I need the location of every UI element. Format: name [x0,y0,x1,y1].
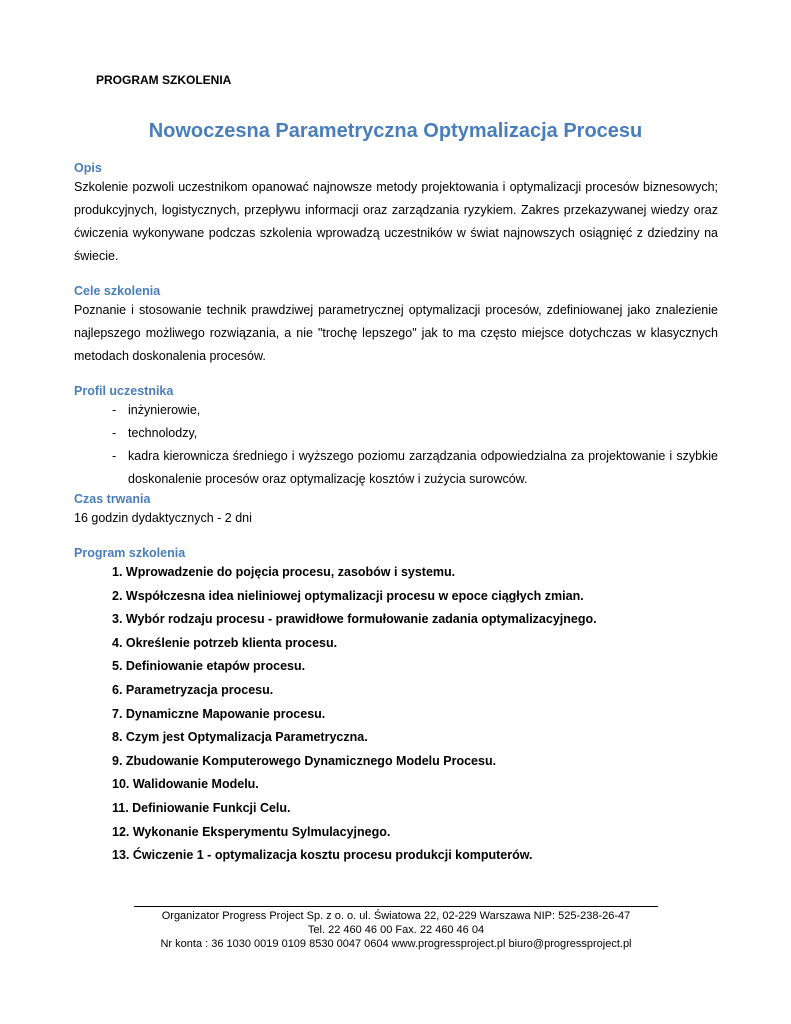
list-item: 7. Dynamiczne Mapowanie procesu. [112,706,326,721]
section-profil [74,383,718,491]
section-program [74,545,718,868]
list-item: 4. Określenie potrzeb klienta procesu. [112,635,338,650]
section-heading-opis: Opis [74,161,102,175]
footer-line-account: Nr konta : 36 1030 0019 0109 8530 0047 0604 www.progressproject.pl biuro@progressproject.pl [160,938,632,950]
list-item: 9. Zbudowanie Komputerowego Dynamicznego Modelu Procesu. [112,753,497,768]
profil-list [74,399,718,491]
section-heading-cele: Cele szkolenia [74,284,161,298]
section-heading-czas: Czas trwania [74,492,151,506]
document-body [74,160,718,868]
footer-line-address: Organizator Progress Project Sp. z o. o. ul. Światowa 22, 02-229 Warszawa NIP: 525-238-26-47 [161,910,631,922]
document-footer [134,906,658,951]
list-item: 2. Współczesna idea nieliniowej optymalizacji procesu w epoce ciągłych zmian. [112,588,584,603]
list-item: 5. Definiowanie etapów procesu. [112,659,306,674]
list-item: - technolodzy, [112,426,198,440]
section-heading-profil: Profil uczestnika [74,384,174,398]
program-list [74,561,718,868]
list-item: - kadra kierownicza średniego i wyższego poziomu zarządzania odpowiedzialna za projektowanie i szybkie doskonalenie procesów oraz optymalizację kosztów i zużycia surowców. [112,449,718,486]
section-text-cele: Poznanie i stosowanie technik prawdziwej parametrycznej optymalizacji procesów, zdefiniowanej jako znalezienie najlepszego możliwego rozwiązania, a nie "trochę lepszego" jak to ma często miejsce dotychczas w klasycznych metodach doskonalenia procesów. [74,303,718,363]
footer-line-phone: Tel. 22 460 46 00 Fax. 22 460 46 04 [307,924,485,936]
list-item: 12. Wykonanie Eksperymentu Sylmulacyjnego. [112,824,391,839]
list-item: 8. Czym jest Optymalizacja Parametryczna. [112,730,368,745]
list-item: 3. Wybór rodzaju procesu - prawidłowe formułowanie zadania optymalizacyjnego. [112,612,597,627]
list-item: 13. Ćwiczenie 1 - optymalizacja kosztu procesu produkcji komputerów. [112,848,533,863]
list-item: - inżynierowie, [112,403,201,417]
document-title: Nowoczesna Parametryczna Optymalizacja Procesu [148,120,643,142]
section-heading-program: Program szkolenia [74,546,186,560]
list-item: 10. Walidowanie Modelu. [112,777,259,792]
section-opis [74,160,718,268]
document-header-label: PROGRAM SZKOLENIA [96,73,232,87]
section-czas [74,491,718,530]
section-text-opis: Szkolenie pozwoli uczestnikom opanować najnowsze metody projektowania i optymalizacji procesów biznesowych; produkcyjnych, logistycznych, przepływu informacji oraz zarządzania ryzykiem. Zakres przekazywanej wiedzy oraz ćwiczenia wykonywane podczas szkolenia wprowadzą uczestników w świat najnowszych osiągnięć z dziedziny na świecie. [74,180,718,263]
list-item: 1. Wprowadzenie do pojęcia procesu, zasobów i systemu. [112,565,456,579]
list-item: 11. Definiowanie Funkcji Celu. [112,800,291,815]
section-cele [74,283,718,368]
section-text-czas: 16 godzin dydaktycznych - 2 dni [74,511,252,525]
list-item: 6. Parametryzacja procesu. [112,682,274,697]
